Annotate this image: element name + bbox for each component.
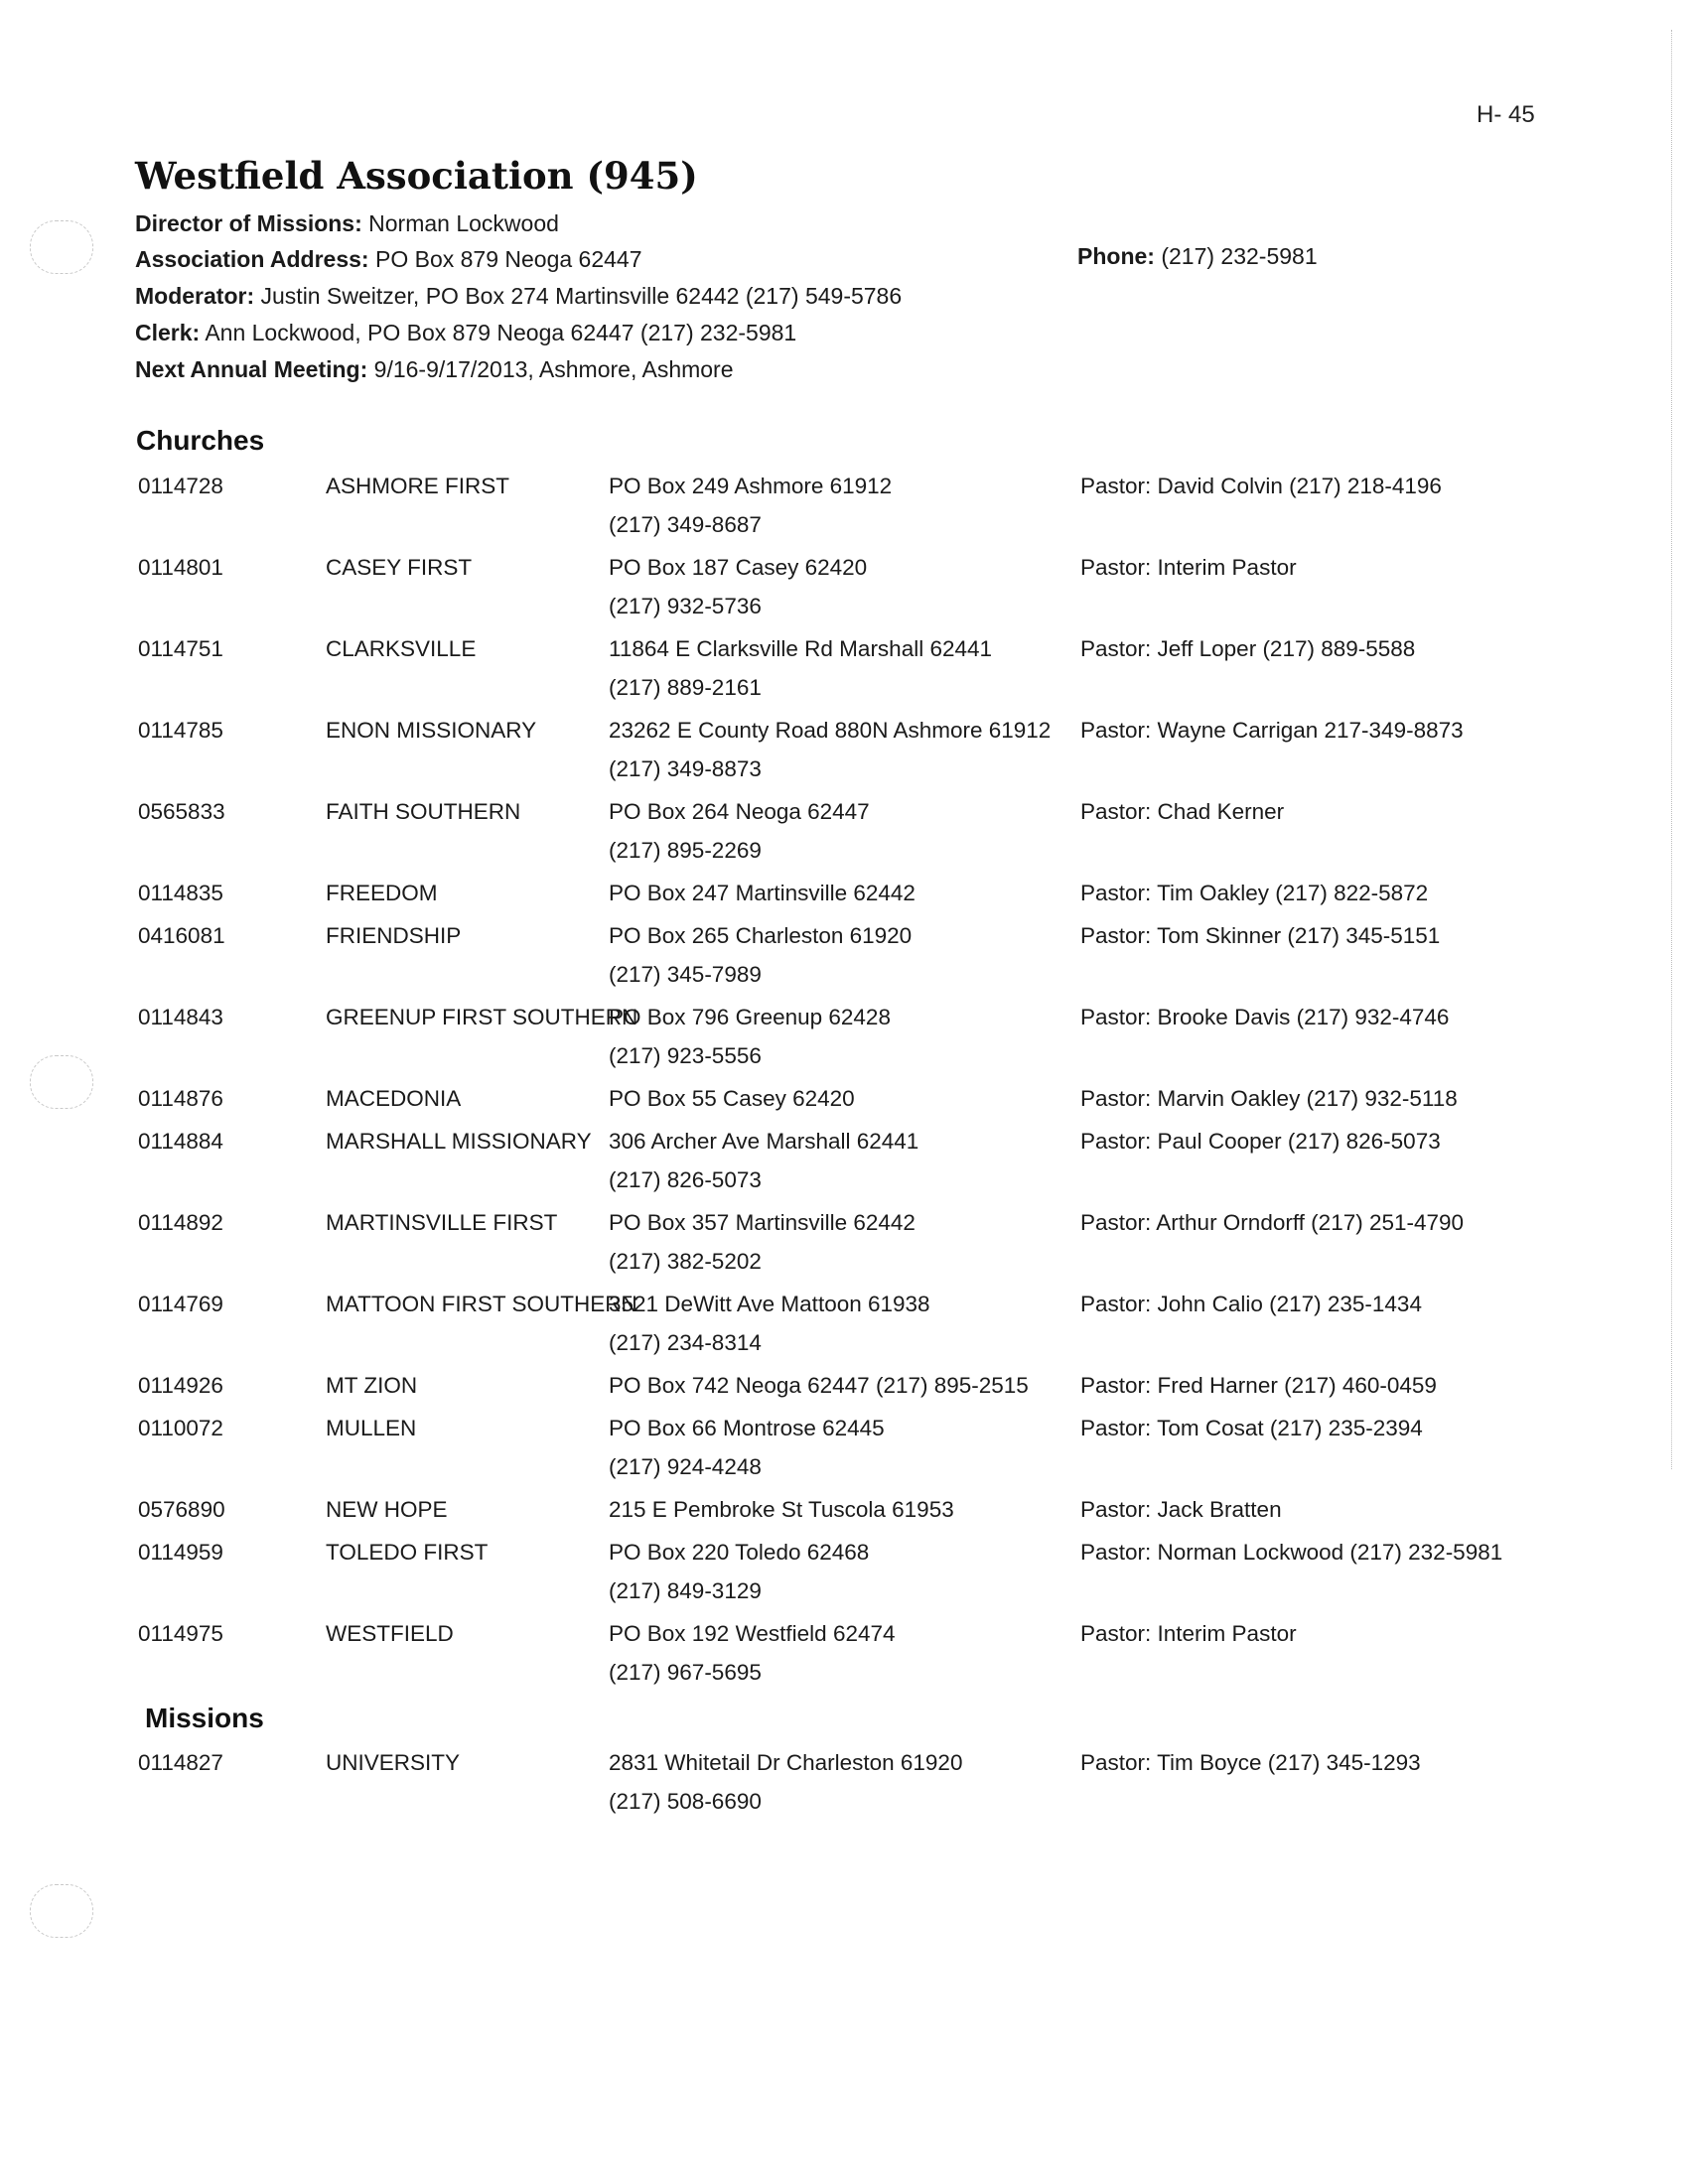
church-name: NEW HOPE [326,1497,448,1522]
church-name: MT ZION [326,1373,418,1398]
church-id: 0114801 [138,555,223,580]
church-phone: (217) 826-5073 [609,1167,762,1192]
church-name: MACEDONIA [326,1086,462,1111]
church-id: 0114728 [138,474,223,498]
church-phone: (217) 849-3129 [609,1578,762,1603]
church-phone: (217) 889-2161 [609,675,762,700]
page-title: Westfield Association (945) [135,154,698,198]
church-address: PO Box 264 Neoga 62447 [609,799,870,824]
church-name: ASHMORE FIRST [326,474,510,498]
church-address: 23262 E County Road 880N Ashmore 61912 [609,718,1052,743]
church-address: PO Box 187 Casey 62420 [609,555,868,580]
church-pastor: Pastor: Chad Kerner [1080,799,1285,824]
church-name: TOLEDO FIRST [326,1540,489,1565]
church-pastor: Pastor: David Colvin (217) 218-4196 [1080,474,1442,498]
church-address: PO Box 742 Neoga 62447 (217) 895-2515 [609,1373,1029,1398]
church-address: PO Box 249 Ashmore 61912 [609,474,893,498]
church-name: FREEDOM [326,881,438,905]
church-id: 0114843 [138,1005,223,1029]
church-name: CASEY FIRST [326,555,473,580]
church-id: 0576890 [138,1497,225,1522]
church-pastor: Pastor: Tim Oakley (217) 822-5872 [1080,881,1429,905]
church-address: PO Box 192 Westfield 62474 [609,1621,896,1646]
director-value: Norman Lockwood [361,210,559,236]
church-phone: (217) 932-5736 [609,594,762,618]
church-id: 0114892 [138,1210,223,1235]
meeting-label: Next Annual Meeting: [135,356,368,382]
church-id: 0114785 [138,718,223,743]
church-address: 3521 DeWitt Ave Mattoon 61938 [609,1292,930,1316]
clerk-value: Ann Lockwood, PO Box 879 Neoga 62447 (217) 232-5981 [200,320,797,345]
church-pastor: Pastor: Wayne Carrigan 217-349-8873 [1080,718,1464,743]
church-address: PO Box 357 Martinsville 62442 [609,1210,916,1235]
punch-hole-mark [30,220,93,274]
punch-hole-mark [30,1055,93,1109]
church-address: 11864 E Clarksville Rd Marshall 62441 [609,636,993,661]
punch-hole-mark [30,1884,93,1938]
church-address: PO Box 220 Toledo 62468 [609,1540,870,1565]
meeting-value: 9/16-9/17/2013, Ashmore, Ashmore [367,356,734,382]
church-name: MARTINSVILLE FIRST [326,1210,558,1235]
church-pastor: Pastor: Jeff Loper (217) 889-5588 [1080,636,1416,661]
phone-line [1077,241,1318,271]
church-id: 0114835 [138,881,223,905]
church-id: 0114975 [138,1621,223,1646]
church-id: 0565833 [138,799,225,824]
church-phone: (217) 349-8873 [609,756,762,781]
church-phone: (217) 345-7989 [609,962,762,987]
church-pastor: Pastor: Fred Harner (217) 460-0459 [1080,1373,1437,1398]
director-label: Director of Missions: [135,210,362,236]
church-phone: (217) 924-4248 [609,1454,762,1479]
church-pastor: Pastor: Brooke Davis (217) 932-4746 [1080,1005,1450,1029]
meeting-line [135,354,734,384]
phone-label: Phone: [1077,243,1155,269]
church-id: 0114876 [138,1086,223,1111]
church-id: 0416081 [138,923,225,948]
church-phone: (217) 967-5695 [609,1660,762,1685]
church-name: FRIENDSHIP [326,923,462,948]
church-address: 306 Archer Ave Marshall 62441 [609,1129,919,1154]
director-line [135,208,559,238]
missions-heading: Missions [145,1703,264,1733]
church-pastor: Pastor: Interim Pastor [1080,1621,1297,1646]
moderator-label: Moderator: [135,283,255,309]
church-name: GREENUP FIRST SOUTHERN [326,1005,638,1029]
church-pastor: Pastor: Arthur Orndorff (217) 251-4790 [1080,1210,1465,1235]
church-address: PO Box 66 Montrose 62445 [609,1416,885,1440]
church-id: 0110072 [138,1416,223,1440]
church-address: 215 E Pembroke St Tuscola 61953 [609,1497,954,1522]
church-pastor: Pastor: Marvin Oakley (217) 932-5118 [1080,1086,1458,1111]
church-pastor: Pastor: Interim Pastor [1080,555,1297,580]
churches-heading: Churches [136,425,265,456]
church-name: FAITH SOUTHERN [326,799,521,824]
church-id: 0114884 [138,1129,223,1154]
church-name: ENON MISSIONARY [326,718,537,743]
church-pastor: Pastor: Jack Bratten [1080,1497,1282,1522]
mission-phone: (217) 508-6690 [609,1789,762,1814]
church-id: 0114769 [138,1292,223,1316]
address-value: PO Box 879 Neoga 62447 [368,246,642,272]
church-address: PO Box 796 Greenup 62428 [609,1005,891,1029]
church-phone: (217) 382-5202 [609,1249,762,1274]
clerk-line [135,318,796,347]
church-phone: (217) 895-2269 [609,838,762,863]
clerk-label: Clerk: [135,320,201,345]
church-name: MULLEN [326,1416,417,1440]
church-id: 0114959 [138,1540,223,1565]
church-address: PO Box 55 Casey 62420 [609,1086,855,1111]
church-name: MATTOON FIRST SOUTHERN [326,1292,637,1316]
church-name: WESTFIELD [326,1621,454,1646]
church-name: MARSHALL MISSIONARY [326,1129,592,1154]
church-id: 0114751 [138,636,223,661]
church-address: PO Box 247 Martinsville 62442 [609,881,916,905]
mission-id: 0114827 [138,1750,223,1775]
church-pastor: Pastor: Tom Skinner (217) 345-5151 [1080,923,1441,948]
mission-address: 2831 Whitetail Dr Charleston 61920 [609,1750,963,1775]
mission-pastor: Pastor: Tim Boyce (217) 345-1293 [1080,1750,1421,1775]
church-name: CLARKSVILLE [326,636,477,661]
church-id: 0114926 [138,1373,223,1398]
church-phone: (217) 234-8314 [609,1330,762,1355]
phone-value: (217) 232-5981 [1154,243,1318,269]
page-number: H- 45 [1477,101,1535,128]
church-pastor: Pastor: Norman Lockwood (217) 232-5981 [1080,1540,1503,1565]
moderator-line [135,281,902,311]
address-line [135,244,642,274]
moderator-value: Justin Sweitzer, PO Box 274 Martinsville 62442 (217) 549-5786 [254,283,903,309]
church-pastor: Pastor: John Calio (217) 235-1434 [1080,1292,1422,1316]
church-pastor: Pastor: Tom Cosat (217) 235-2394 [1080,1416,1423,1440]
address-label: Association Address: [135,246,369,272]
church-phone: (217) 349-8687 [609,512,762,537]
church-phone: (217) 923-5556 [609,1043,762,1068]
scan-edge-marks [1671,30,1674,1469]
church-address: PO Box 265 Charleston 61920 [609,923,913,948]
mission-name: UNIVERSITY [326,1750,461,1775]
church-pastor: Pastor: Paul Cooper (217) 826-5073 [1080,1129,1441,1154]
